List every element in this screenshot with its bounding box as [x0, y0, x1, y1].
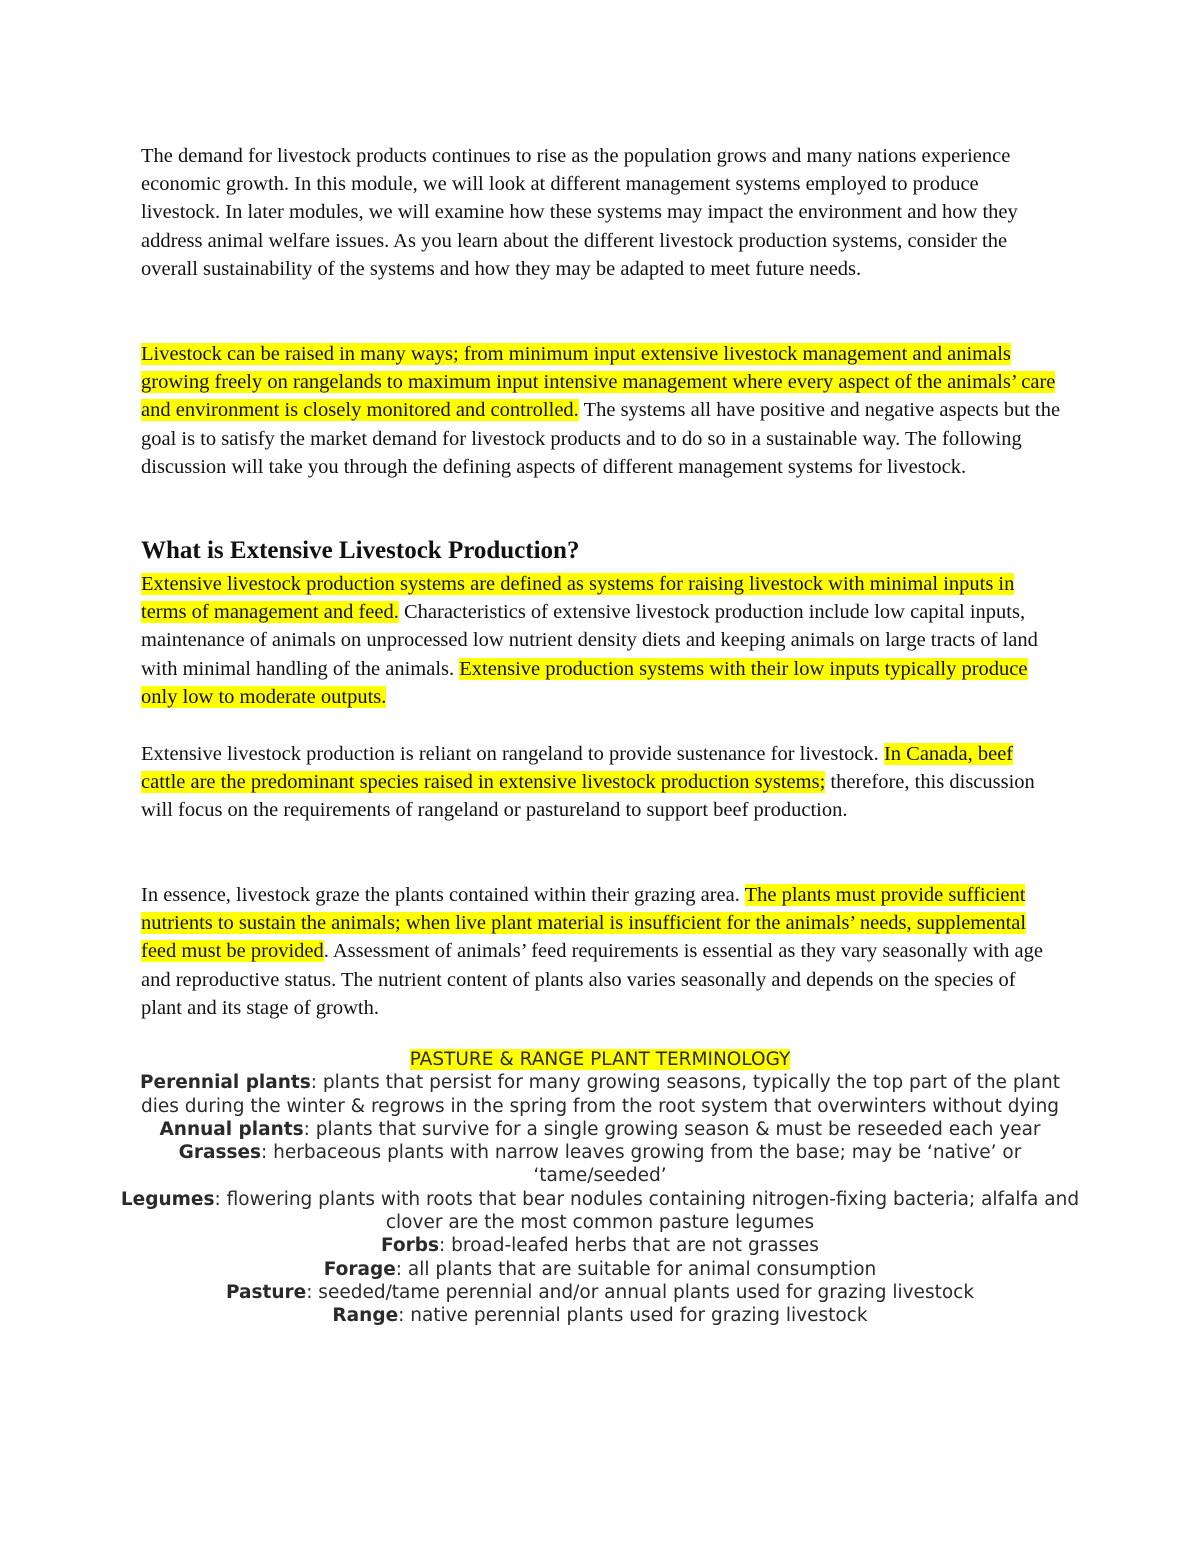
- intro-paragraph: [141, 142, 1061, 283]
- term-label: Annual plants: [159, 1118, 304, 1140]
- term-legumes: [120, 1188, 1080, 1235]
- extensive-outputs-highlight: Extensive production systems with their low inputs typically produce only low to moderate outputs.: [141, 657, 1028, 708]
- systems-rest-text: The systems all have positive and negative aspects but the goal is to satisfy the market demand for livestock products and to do so in a sustainable way. The following discussion will take you through the defining aspects of different management systems for livestock.: [141, 399, 1061, 478]
- term-label: Range: [332, 1305, 399, 1327]
- systems-highlight-text: Livestock can be raised in many ways; from minimum input extensive livestock management and animals growing freely on rangelands to maximum input intensive management where every aspect of the animals’ care and environment is closely monitored and controlled.: [141, 343, 1056, 422]
- term-definition: : all plants that are suitable for animal consumption: [395, 1258, 877, 1280]
- term-forbs: [120, 1234, 1080, 1257]
- term-definition: : broad-leafed herbs that are not grasses: [439, 1235, 819, 1257]
- term-annual-plants: [120, 1118, 1080, 1141]
- term-pasture: [120, 1281, 1080, 1304]
- term-forage: [120, 1258, 1080, 1281]
- term-label: Grasses: [178, 1142, 262, 1164]
- extensive-definition-highlight: Extensive livestock production systems are defined as systems for raising livestock with minimal inputs in terms of management and feed.: [141, 573, 1015, 624]
- term-label: Perennial plants: [139, 1072, 311, 1094]
- term-range: [120, 1304, 1080, 1327]
- term-definition: : herbaceous plants with narrow leaves growing from the base; may be ‘native’ or ‘tame/seeded’: [261, 1142, 1022, 1187]
- term-label: Forage: [323, 1258, 396, 1280]
- nutrients-highlight: The plants must provide sufficient nutrients to sustain the animals; when live plant material is insufficient for the animals’ needs, supplemental feed must be provided: [141, 884, 1027, 963]
- grazing-paragraph: [141, 881, 1061, 1022]
- extensive-definition-paragraph: [141, 570, 1061, 711]
- rangeland-paragraph: [141, 740, 1061, 825]
- systems-paragraph: [141, 340, 1061, 481]
- term-definition: : flowering plants with roots that bear nodules containing nitrogen-fixing bacteria; alfalfa and clover are the most common pasture legumes: [214, 1188, 1080, 1234]
- terminology-title: [120, 1048, 1080, 1071]
- intro-paragraph-text: The demand for livestock products continues to rise as the population grows and many nations experience economic growth. In this module, we will look at different management systems employed to produce livestock. In later modules, we will examine how these systems may impact the environment and how they address animal welfare issues. As you learn about the different livestock production systems, consider the overall sustainability of the systems and how they may be adapted to meet future needs.: [141, 145, 1018, 280]
- term-definition: : native perennial plants used for grazing livestock: [398, 1305, 868, 1327]
- rangeland-start-text: Extensive livestock production is reliant on rangeland to provide sustenance for livestock.: [141, 743, 884, 765]
- term-grasses: [120, 1141, 1080, 1188]
- rangeland-rest-text: therefore, this discussion will focus on the requirements of rangeland or pastureland to support beef production.: [141, 771, 1035, 822]
- grazing-start-text: In essence, livestock graze the plants contained within their grazing area.: [141, 884, 745, 906]
- term-perennial-plants: [120, 1071, 1080, 1118]
- terminology-box: [120, 1048, 1080, 1328]
- terminology-title-text: PASTURE & RANGE PLANT TERMINOLOGY: [409, 1049, 791, 1070]
- canada-beef-highlight: In Canada, beef cattle are the predominant species raised in extensive livestock production systems;: [141, 743, 1014, 794]
- term-label: Pasture: [225, 1281, 307, 1303]
- extensive-characteristics-text: Characteristics of extensive livestock production include low capital inputs, maintenance of animals on unprocessed low nutrient density diets and keeping animals on large tracts of land with minimal handling of the animals.: [141, 601, 1038, 680]
- term-label: Legumes: [120, 1188, 215, 1210]
- grazing-rest-text: . Assessment of animals’ feed requirements is essential as they vary seasonally with age and reproductive status. The nutrient content of plants also varies seasonally and depends on the species of plant and its stage of growth.: [141, 940, 1043, 1019]
- term-label: Forbs: [381, 1235, 440, 1257]
- term-definition: : plants that survive for a single growing season & must be reseeded each year: [303, 1118, 1041, 1140]
- section-heading: What is Extensive Livestock Production?: [141, 537, 580, 564]
- term-definition: : plants that persist for many growing seasons, typically the top part of the plant dies during the winter & regrows in the spring from the root system that overwinters without dying: [140, 1072, 1061, 1117]
- term-definition: : seeded/tame perennial and/or annual plants used for grazing livestock: [306, 1281, 975, 1303]
